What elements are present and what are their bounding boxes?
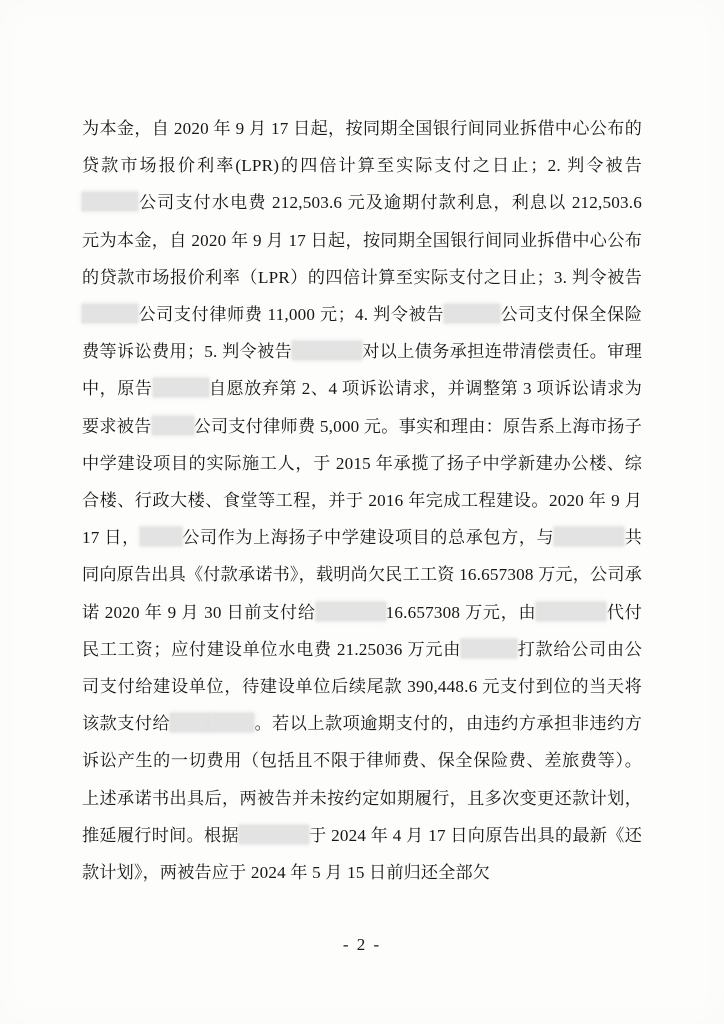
redacted-name-block bbox=[82, 304, 138, 323]
redacted-name-block bbox=[153, 378, 209, 397]
redacted-name-block bbox=[316, 602, 386, 621]
redacted-name-block bbox=[239, 825, 309, 844]
redacted-name-block bbox=[461, 639, 517, 658]
page-number: - 2 - bbox=[342, 935, 382, 954]
document-text-body bbox=[82, 110, 642, 891]
redacted-name-block bbox=[212, 713, 254, 732]
redacted-name-block bbox=[140, 527, 182, 546]
redacted-name-block bbox=[554, 527, 624, 546]
redacted-name-block bbox=[170, 713, 212, 732]
redacted-name-block bbox=[292, 341, 362, 360]
redacted-name-block bbox=[536, 602, 606, 621]
redacted-name-block bbox=[444, 304, 500, 323]
redacted-name-block bbox=[152, 416, 194, 435]
redacted-name-block bbox=[82, 192, 138, 211]
body-paragraph: 为本金，自 2020 年 9 月 17 日起，按同期全国银行间同业拆借中心公布的贷款市场报价利率(LPR)的四倍计算至实际支付之日止；2. 判令被告公司支付水电费 212,503.6 元及逾期付款利息，利息以 212,503.6 元为本金，自 2020 年 9 月 17 日起，按同期全国银行间同业拆借中心公布的贷款市场报价利率（LPR）的四倍计算至实际支付之日止；3. 判令被告公司支付律师费 11,000 元；4. 判令被告 公司支付保全保险费等诉讼费用；5. 判令被告 对以上债务承担连带清偿责任。审理中，原告 自愿放弃第 2、4 项诉讼请求，并调整第 3 项诉讼请求为要求被告 公司支付律师费 5,000 元。事实和理由：原告系上海市扬子中学建设项目的实际施工人，于 2015 年承揽了扬子中学新建办公楼、综合楼、行政大楼、食堂等工程，并于 2016 年完成工程建设。2020 年 9 月 17 日， 公司作为上海扬子中学建设项目的总承包方，与 共同向原告出具《付款承诺书》，载明尚欠民工工资 16.657308 万元，公司承诺 2020 年 9 月 30 日前支付给 16.657308 万元，由 代付民工工资；应付建设单位水电费 21.25036 万元由 打款给公司由公司支付给建设单位，待建设单位后续尾款 390,448.6 元支付到位的当天将该款支付给 。若以上款项逾期支付的，由违约方承担非违约方诉讼产生的一切费用（包括且不限于律师费、保全保险费、差旅费等）。上述承诺书出具后，两被告并未按约定如期履行，且多次变更还款计划，推延履行时间。根据 于 2024 年 4 月 17 日向原告出具的最新《还款计划》，两被告应于 2024 年 5 月 15 日前归还全部欠 bbox=[82, 119, 643, 883]
